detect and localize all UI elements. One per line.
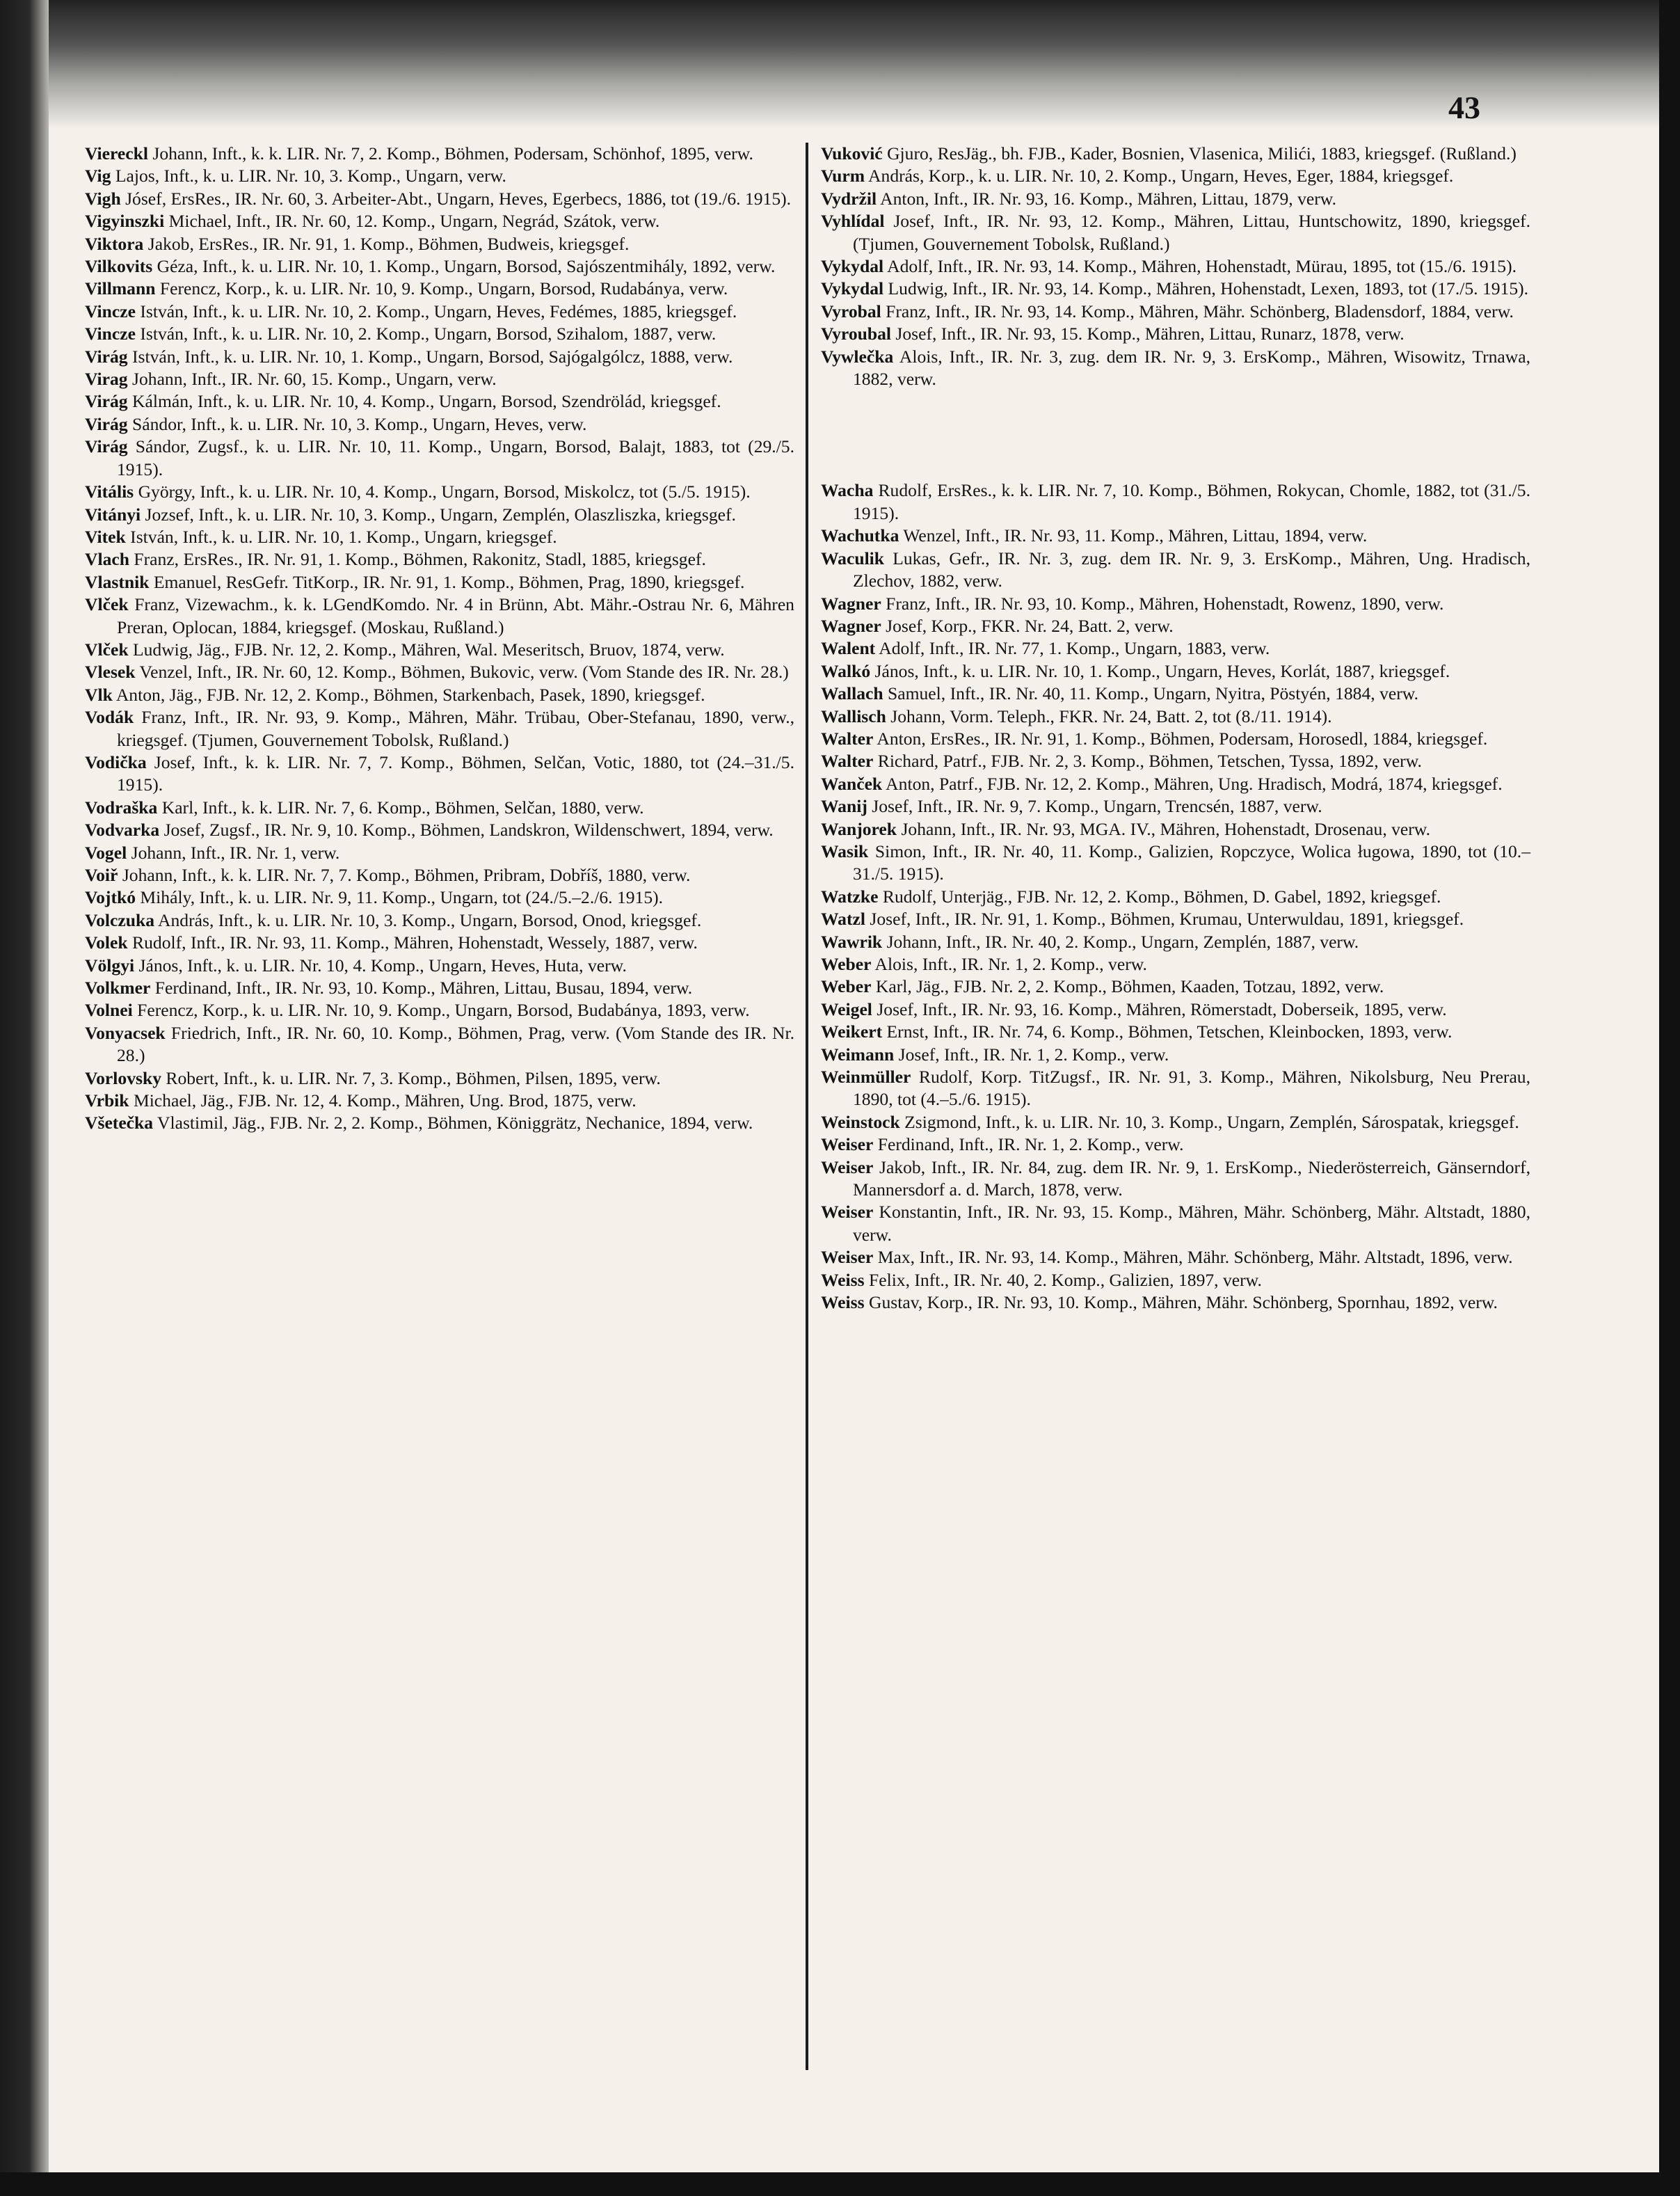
list-entry [85,323,794,345]
list-entry [85,639,794,661]
entry-surname: Virág [85,346,128,367]
entry-details: Franz, ErsRes., IR. Nr. 91, 1. Komp., Böhmen, Rakonitz, Stadl, 1885, kriegsgef. [134,549,706,570]
entry-details: András, Korp., k. u. LIR. Nr. 10, 2. Komp., Ungarn, Heves, Eger, 1884, kriegsgef. [868,166,1454,186]
entry-surname: Vywlečka [821,346,894,367]
entry-details: Jakob, Inft., IR. Nr. 84, zug. dem IR. Nr. 9, 1. ErsKomp., Niederösterreich, Gänserndorf, Mannersdorf a. d. March, 1878, verw. [853,1156,1530,1200]
list-entry [85,955,794,977]
entry-surname: Weinmüller [821,1067,911,1088]
entry-details: Venzel, Inft., IR. Nr. 60, 12. Komp., Böhmen, Bukovic, verw. (Vom Stande des IR. Nr. 28.) [139,662,789,683]
entry-surname: Vojtkó [85,887,136,908]
entry-details: Josef, Korp., FKR. Nr. 24, Batt. 2, verw. [886,615,1174,636]
right-column-v-section [821,143,1530,390]
entry-surname: Waculik [821,548,885,568]
list-entry [821,188,1530,210]
scan-right-edge [1659,0,1680,2196]
list-entry [821,1044,1530,1066]
entry-surname: Weiser [821,1202,874,1223]
entry-surname: Vuković [821,143,883,164]
entry-details: Johann, Inft., IR. Nr. 60, 15. Komp., Ungarn, verw. [132,369,497,390]
list-entry [85,301,794,323]
entry-surname: Wallisch [821,706,886,726]
entry-surname: Weiser [821,1247,874,1268]
entry-surname: Vigh [85,188,121,209]
entry-details: Ludwig, Jäg., FJB. Nr. 12, 2. Komp., Mähren, Wal. Meseritsch, Bruov, 1874, verw. [132,639,725,660]
entry-details: Adolf, Inft., IR. Nr. 77, 1. Komp., Ungarn, 1883, verw. [879,638,1270,659]
list-entry [821,1269,1530,1291]
entry-details: Franz, Inft., IR. Nr. 93, 10. Komp., Mähren, Hohenstadt, Rowenz, 1890, verw. [886,593,1444,614]
entry-surname: Vurm [821,166,865,186]
list-entry [85,548,794,571]
entry-surname: Viereckl [85,143,148,164]
list-entry [85,571,794,594]
entry-details: Johann, Inft., IR. Nr. 40, 2. Komp., Ungarn, Zemplén, 1887, verw. [886,931,1359,952]
right-column-w-section [821,479,1530,1314]
entry-details: Anton, Inft., IR. Nr. 93, 16. Komp., Mähren, Littau, 1879, verw. [880,188,1336,209]
entry-details: Alois, Inft., IR. Nr. 3, zug. dem IR. Nr. 9, 3. ErsKomp., Mähren, Wisowitz, Trnawa, 1882, verw. [853,346,1530,390]
list-entry [821,953,1530,976]
entry-details: István, Inft., k. u. LIR. Nr. 10, 1. Komp., Ungarn, Borsod, Sajógalgólcz, 1888, verw. [132,346,733,367]
entry-surname: Vlesek [85,662,136,683]
list-entry [821,1156,1530,1202]
entry-details: Josef, Inft., IR. Nr. 93, 15. Komp., Mähren, Littau, Runarz, 1878, verw. [895,324,1405,344]
scan-left-edge [0,0,49,2196]
entry-details: János, Inft., k. u. LIR. Nr. 10, 1. Komp., Ungarn, Heves, Korlát, 1887, kriegsgef. [874,660,1450,681]
entry-surname: Vincze [85,301,136,321]
entry-surname: Vyrobal [821,301,881,321]
entry-surname: Wachutka [821,525,899,546]
entry-details: Sándor, Inft., k. u. LIR. Nr. 10, 3. Komp., Ungarn, Heves, verw. [132,413,587,434]
list-entry [821,278,1530,300]
entry-details: Rudolf, Inft., IR. Nr. 93, 11. Komp., Mähren, Hohenstadt, Wessely, 1887, verw. [132,932,698,953]
entry-surname: Weiss [821,1292,865,1313]
entry-details: Samuel, Inft., IR. Nr. 40, 11. Komp., Ungarn, Nyitra, Pöstyén, 1884, verw. [888,683,1418,704]
entry-details: Ferencz, Korp., k. u. LIR. Nr. 10, 9. Komp., Ungarn, Borsod, Budabánya, 1893, verw. [137,1000,750,1021]
list-entry [85,977,794,999]
list-entry [85,346,794,368]
entry-details: Franz, Vizewachm., k. k. LGendKomdo. Nr. 4 in Brünn, Abt. Mähr.-Ostrau Nr. 6, Mähren Preran, Oplocan, 1884, kriegsgef. (Moskau, Rußland.) [117,594,794,637]
list-entry [821,773,1530,795]
entry-details: Franz, Inft., IR. Nr. 93, 9. Komp., Mähren, Mähr. Trübau, Ober-Stefanau, 1890, verw., kriegsgef. (Tjumen, Gouvernement Tobolsk, Rußland.) [117,707,794,750]
entry-details: Adolf, Inft., IR. Nr. 93, 14. Komp., Mähren, Hohenstadt, Mürau, 1895, tot (15./6. 1915). [887,256,1517,277]
list-entry [85,278,794,300]
list-entry [821,479,1530,525]
list-entry [85,886,794,909]
entry-details: Johann, Inft., IR. Nr. 1, verw. [131,842,340,863]
entry-surname: Voiř [85,865,118,885]
list-entry [821,1246,1530,1268]
entry-details: Michael, Inft., IR. Nr. 60, 12. Komp., Ungarn, Negrád, Szátok, verw. [168,211,660,232]
entry-details: Emanuel, ResGefr. TitKorp., IR. Nr. 91, 1. Komp., Böhmen, Prag, 1890, kriegsgef. [153,571,745,592]
list-entry [85,413,794,436]
entry-surname: Volnei [85,1000,133,1021]
entry-details: Mihály, Inft., k. u. LIR. Nr. 9, 11. Komp., Ungarn, tot (24./5.–2./6. 1915). [140,887,664,908]
entry-details: Anton, ErsRes., IR. Nr. 91, 1. Komp., Böhmen, Podersam, Horosedl, 1884, kriegsgef. [877,728,1488,749]
entry-surname: Vlk [85,684,113,705]
list-entry [85,842,794,864]
entry-details: Jakob, ErsRes., IR. Nr. 91, 1. Komp., Böhmen, Budweis, kriegsgef. [147,233,630,254]
entry-details: Rudolf, Unterjäg., FJB. Nr. 12, 2. Komp., Böhmen, D. Gabel, 1892, kriegsgef. [882,886,1441,907]
entry-details: Ferdinand, Inft., IR. Nr. 1, 2. Komp., verw. [877,1134,1184,1155]
list-entry [85,1022,794,1067]
list-entry [85,526,794,548]
scan-top-shadow [0,0,1680,129]
list-entry [821,210,1530,255]
entry-surname: Watzke [821,886,879,907]
entry-details: Johann, Vorm. Teleph., FKR. Nr. 24, Batt. 2, tot (8./11. 1914). [890,706,1332,726]
list-entry [85,188,794,210]
entry-details: Ludwig, Inft., IR. Nr. 93, 14. Komp., Mähren, Hohenstadt, Lexen, 1893, tot (17./5. 1915). [888,278,1529,299]
entry-details: Franz, Inft., IR. Nr. 93, 14. Komp., Mähren, Mähr. Schönberg, Bladensdorf, 1884, verw. [886,301,1514,321]
list-entry [85,706,794,751]
entry-details: András, Inft., k. u. LIR. Nr. 10, 3. Komp., Ungarn, Borsod, Onod, kriegsgef. [158,909,702,930]
entry-details: Sándor, Zugsf., k. u. LIR. Nr. 10, 11. Komp., Ungarn, Borsod, Balajt, 1883, tot (29./5. 1915). [117,436,794,479]
list-entry [85,1067,794,1090]
entry-details: Rudolf, ErsRes., k. k. LIR. Nr. 7, 10. Komp., Böhmen, Rokycan, Chomle, 1882, tot (31./5. 1915). [853,480,1530,523]
list-entry [821,660,1530,683]
list-entry [821,1066,1530,1111]
entry-details: Felix, Inft., IR. Nr. 40, 2. Komp., Galizien, 1897, verw. [868,1269,1262,1290]
list-entry [85,368,794,390]
list-entry [821,323,1530,345]
entry-surname: Vig [85,166,111,186]
left-column [85,143,794,1135]
list-entry [821,1133,1530,1156]
entry-details: Rudolf, Korp. TitZugsf., IR. Nr. 91, 3. Komp., Mähren, Nikolsburg, Neu Prerau, 1890, tot (4.–5./6. 1915). [853,1067,1531,1110]
list-entry [821,976,1530,998]
list-entry [821,593,1530,615]
list-entry [85,932,794,954]
list-entry [85,999,794,1021]
entry-surname: Walent [821,638,876,659]
entry-surname: Weiser [821,1134,874,1155]
entry-details: Ferdinand, Inft., IR. Nr. 93, 10. Komp., Mähren, Littau, Busau, 1894, verw. [154,978,693,998]
list-entry [85,684,794,706]
entry-details: Johann, Inft., IR. Nr. 93, MGA. IV., Mähren, Hohenstadt, Drosenau, verw. [901,818,1431,839]
entry-details: Karl, Jäg., FJB. Nr. 2, 2. Komp., Böhmen, Kaaden, Totzau, 1892, verw. [875,976,1384,997]
entry-surname: Villmann [85,278,156,299]
entry-surname: Vlastnik [85,571,150,592]
list-entry [821,706,1530,728]
list-entry [85,481,794,503]
list-entry [85,661,794,683]
entry-surname: Virág [85,391,128,412]
entry-surname: Vyhlídal [821,211,885,232]
entry-surname: Vlach [85,549,129,570]
entry-surname: Völgyi [85,955,135,976]
entry-surname: Weber [821,976,872,997]
entry-details: Josef, Inft., IR. Nr. 93, 16. Komp., Mähren, Römerstadt, Doberseik, 1895, verw. [877,998,1447,1019]
entry-surname: Vrbik [85,1090,129,1111]
list-entry [821,301,1530,323]
entry-surname: Virág [85,436,128,457]
list-entry [821,165,1530,187]
entry-surname: Vilkovits [85,256,153,277]
entry-surname: Wagner [821,615,881,636]
list-entry [85,504,794,526]
list-entry [821,346,1530,391]
entry-surname: Walter [821,751,874,772]
entry-surname: Wanij [821,796,867,817]
list-entry [821,255,1530,278]
entry-surname: Wasik [821,841,869,861]
entry-details: Ernst, Inft., IR. Nr. 74, 6. Komp., Böhmen, Tetschen, Kleinbocken, 1893, verw. [886,1021,1453,1042]
list-entry [85,797,794,819]
entry-surname: Wawrik [821,931,883,952]
entry-surname: Vyroubal [821,324,891,344]
entry-details: Lajos, Inft., k. u. LIR. Nr. 10, 3. Komp., Ungarn, verw. [115,166,506,186]
entry-surname: Vykydal [821,278,884,299]
list-entry [85,819,794,841]
entry-details: Josef, Zugsf., IR. Nr. 9, 10. Komp., Böhmen, Landskron, Wildenschwert, 1894, verw. [163,820,774,841]
entry-details: Josef, Inft., IR. Nr. 93, 12. Komp., Mähren, Littau, Huntschowitz, 1890, kriegsgef. (Tjumen, Gouvernement Tobolsk, Rußland.) [853,211,1530,254]
scan-bottom-edge [0,2172,1680,2196]
list-entry [821,908,1530,930]
entry-surname: Wacha [821,480,874,501]
list-entry [85,255,794,278]
entry-details: Max, Inft., IR. Nr. 93, 14. Komp., Mähren, Mähr. Schönberg, Mähr. Altstadt, 1896, verw. [877,1247,1513,1268]
entry-details: István, Inft., k. u. LIR. Nr. 10, 2. Komp., Ungarn, Heves, Fedémes, 1885, kriegsgef. [140,301,737,321]
list-entry [821,1111,1530,1133]
entry-surname: Wagner [821,593,881,614]
list-entry [821,998,1530,1021]
entry-surname: Vodička [85,751,147,772]
entry-surname: Volek [85,932,128,953]
entry-surname: Vodvarka [85,820,160,841]
entry-surname: Vogel [85,842,127,863]
list-entry [821,841,1530,886]
list-entry [85,165,794,187]
page-number: 43 [1448,90,1480,125]
entry-details: János, Inft., k. u. LIR. Nr. 10, 4. Komp., Ungarn, Heves, Huta, verw. [138,955,627,976]
list-entry [85,1090,794,1112]
entry-details: Josef, Inft., k. k. LIR. Nr. 7, 7. Komp., Böhmen, Selčan, Votic, 1880, tot (24.–31./5. 1915). [117,751,794,795]
list-entry [85,390,794,413]
entry-surname: Vonyacsek [85,1022,166,1043]
entry-surname: Všetečka [85,1113,154,1133]
entry-surname: Wallach [821,683,883,704]
entry-surname: Walkó [821,660,871,681]
list-entry [821,818,1530,841]
entry-details: Johann, Inft., k. k. LIR. Nr. 7, 2. Komp., Böhmen, Podersam, Schönhof, 1895, verw. [152,143,753,164]
list-entry [821,548,1530,593]
entry-details: Ferencz, Korp., k. u. LIR. Nr. 10, 9. Komp., Ungarn, Borsod, Rudabánya, verw. [159,278,728,299]
list-entry [821,886,1530,908]
entry-surname: Vitányi [85,504,141,525]
entry-surname: Vorlovsky [85,1067,161,1088]
entry-surname: Walter [821,728,874,749]
entry-surname: Vlček [85,639,129,660]
entry-details: Wenzel, Inft., IR. Nr. 93, 11. Komp., Mähren, Littau, 1894, verw. [903,525,1368,546]
entry-surname: Viktora [85,233,144,254]
list-entry [821,143,1530,165]
entry-surname: Vykydal [821,256,884,277]
entry-details: Gustav, Korp., IR. Nr. 93, 10. Komp., Mähren, Mähr. Schönberg, Spornhau, 1892, verw. [868,1292,1498,1313]
entry-surname: Vitális [85,482,134,502]
entry-details: Anton, Jäg., FJB. Nr. 12, 2. Komp., Böhmen, Starkenbach, Pasek, 1890, kriegsgef. [115,684,705,705]
list-entry [821,1021,1530,1043]
entry-details: Richard, Patrf., FJB. Nr. 2, 3. Komp., Böhmen, Tetschen, Tyssa, 1892, verw. [877,751,1422,772]
entry-details: Géza, Inft., k. u. LIR. Nr. 10, 1. Komp., Ungarn, Borsod, Sajószentmihály, 1892, verw. [157,256,776,277]
entry-surname: Virag [85,369,128,390]
entry-details: Kálmán, Inft., k. u. LIR. Nr. 10, 4. Komp., Ungarn, Borsod, Szendrölád, kriegsgef. [132,391,721,412]
entry-details: Robert, Inft., k. u. LIR. Nr. 7, 3. Komp., Böhmen, Pilsen, 1895, verw. [166,1067,661,1088]
list-entry [85,233,794,255]
entry-surname: Weinstock [821,1111,900,1132]
entry-surname: Vincze [85,324,136,344]
entry-details: Johann, Inft., k. k. LIR. Nr. 7, 7. Komp., Böhmen, Pribram, Dobříš, 1880, verw. [122,865,691,885]
entry-details: Josef, Inft., IR. Nr. 1, 2. Komp., verw. [898,1044,1169,1065]
list-entry [85,594,794,639]
right-column [821,143,1530,1314]
column-divider [806,143,808,2070]
entry-surname: Weiss [821,1269,865,1290]
entry-details: Lukas, Gefr., IR. Nr. 3, zug. dem IR. Nr. 9, 3. ErsKomp., Mähren, Ung. Hradisch, Zlechov, 1882, verw. [853,548,1531,591]
entry-details: Michael, Jäg., FJB. Nr. 12, 4. Komp., Mähren, Ung. Brod, 1875, verw. [133,1090,637,1111]
entry-details: Vlastimil, Jäg., FJB. Nr. 2, 2. Komp., Böhmen, Königgrätz, Nechanice, 1894, verw. [157,1113,753,1133]
entry-details: Simon, Inft., IR. Nr. 40, 11. Komp., Galizien, Ropczyce, Wolica ługowa, 1890, tot (10.–31./5. 1915). [853,841,1531,884]
entry-details: Josef, Inft., IR. Nr. 9, 7. Komp., Ungarn, Trencsén, 1887, verw. [872,796,1322,817]
entry-surname: Vlček [85,594,129,615]
entry-surname: Vigyinszki [85,211,165,232]
list-entry [821,683,1530,705]
list-entry [85,751,794,797]
entry-surname: Weimann [821,1044,895,1065]
entry-surname: Vydržil [821,188,877,209]
entry-surname: Vodák [85,707,134,728]
entry-surname: Vitek [85,526,126,547]
entry-surname: Weigel [821,998,872,1019]
list-entry [821,615,1530,637]
entry-details: Karl, Inft., k. k. LIR. Nr. 7, 6. Komp., Böhmen, Selčan, 1880, verw. [161,797,644,818]
entry-details: Josef, Inft., IR. Nr. 91, 1. Komp., Böhmen, Krumau, Unterwuldau, 1891, kriegsgef. [870,909,1464,930]
list-entry [85,1112,794,1134]
entry-surname: Volkmer [85,978,151,998]
entry-details: Gjuro, ResJäg., bh. FJB., Kader, Bosnien, Vlasenica, Milići, 1883, kriegsgef. (Rußland.) [887,143,1517,164]
entry-surname: Virág [85,413,128,434]
entry-details: Zsigmond, Inft., k. u. LIR. Nr. 10, 3. Komp., Ungarn, Zemplén, Sárospatak, kriegsgef. [904,1111,1519,1132]
entry-surname: Watzl [821,909,865,930]
entry-surname: Wanjorek [821,818,897,839]
entry-surname: Weber [821,954,872,974]
list-entry [821,1201,1530,1246]
entry-details: Jósef, ErsRes., IR. Nr. 60, 3. Arbeiter-Abt., Ungarn, Heves, Egerbecs, 1886, tot (19./6. 1915). [125,188,792,209]
entry-surname: Weiser [821,1156,874,1177]
entry-details: Jozsef, Inft., k. u. LIR. Nr. 10, 3. Komp., Ungarn, Zemplén, Olaszliszka, kriegsgef. [145,504,736,525]
entry-details: György, Inft., k. u. LIR. Nr. 10, 4. Komp., Ungarn, Borsod, Miskolcz, tot (5./5. 1915). [138,482,751,502]
entry-details: Friedrich, Inft., IR. Nr. 60, 10. Komp., Böhmen, Prag, verw. (Vom Stande des IR. Nr. 28.) [117,1022,794,1066]
entry-details: Anton, Patrf., FJB. Nr. 12, 2. Komp., Mähren, Ung. Hradisch, Modrá, 1874, kriegsgef. [886,773,1503,794]
list-entry [821,795,1530,818]
section-gap [821,390,1530,479]
list-entry [85,143,794,165]
list-entry [821,1291,1530,1314]
entry-details: Konstantin, Inft., IR. Nr. 93, 15. Komp., Mähren, Mähr. Schönberg, Mähr. Altstadt, 1880, verw. [853,1202,1530,1245]
list-entry [821,931,1530,953]
list-entry [85,864,794,886]
list-entry [821,637,1530,660]
list-entry [85,210,794,232]
entry-surname: Vodraška [85,797,158,818]
entry-surname: Wanček [821,773,883,794]
list-entry [821,525,1530,547]
list-entry [85,909,794,932]
list-entry [821,750,1530,772]
list-entry [821,728,1530,750]
entry-surname: Weikert [821,1021,883,1042]
entry-details: István, Inft., k. u. LIR. Nr. 10, 2. Komp., Ungarn, Borsod, Szihalom, 1887, verw. [140,324,717,344]
entry-surname: Volczuka [85,909,155,930]
list-entry [85,436,794,481]
entry-details: Alois, Inft., IR. Nr. 1, 2. Komp., verw. [874,954,1147,974]
entry-details: István, Inft., k. u. LIR. Nr. 10, 1. Komp., Ungarn, kriegsgef. [130,526,557,547]
